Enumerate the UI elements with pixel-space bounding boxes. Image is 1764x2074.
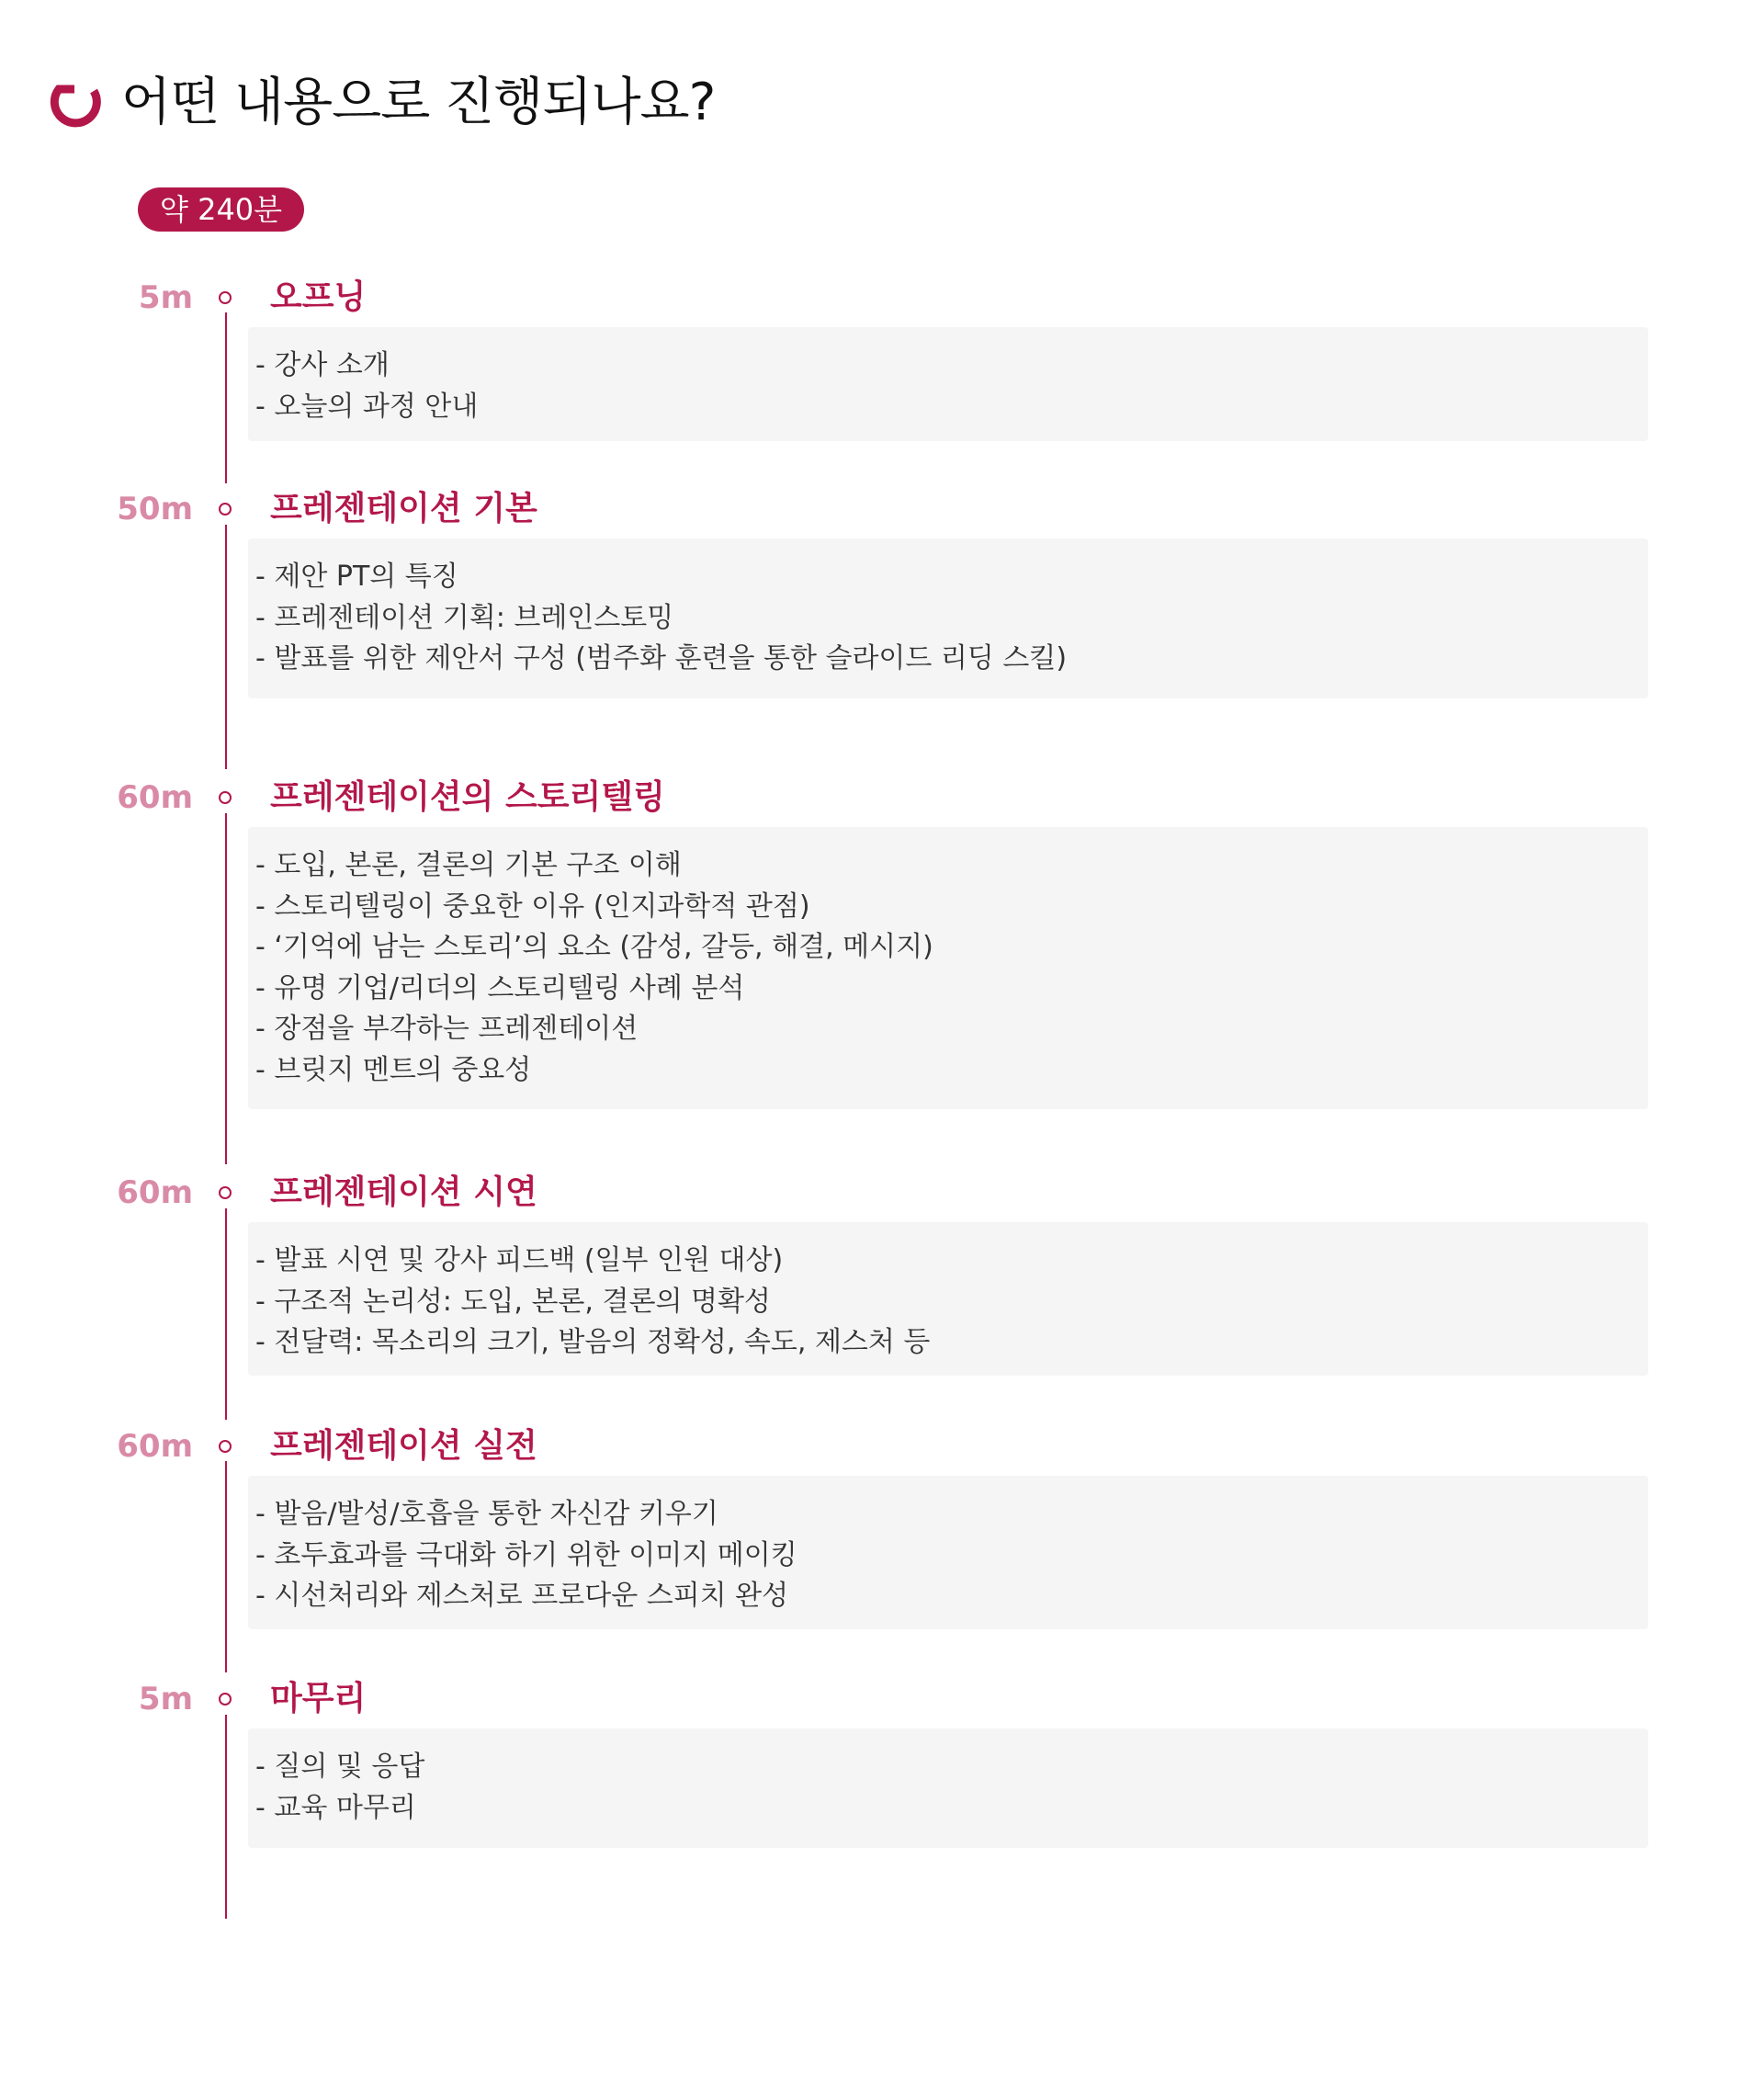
timeline-dot-icon <box>219 291 232 304</box>
list-item: - 스토리텔링이 중요한 이유 (인지과학적 관점) <box>255 890 810 923</box>
section-content-box <box>248 1728 1648 1848</box>
timeline-line <box>225 1461 227 1672</box>
list-item: - 브릿지 멘트의 중요성 <box>255 1053 532 1086</box>
timeline-dot-icon <box>219 1693 232 1706</box>
list-item: - 시선처리와 제스처로 프로다운 스피치 완성 <box>255 1580 789 1612</box>
list-item: - 전달력: 목소리의 크기, 발음의 정확성, 속도, 제스처 등 <box>255 1326 931 1358</box>
list-item: - 발음/발성/호흡을 통한 자신감 키우기 <box>255 1498 718 1530</box>
timeline-line <box>225 813 227 1164</box>
duration-badge: 약 240분 <box>138 187 304 232</box>
timeline-line <box>225 1208 227 1420</box>
section-duration: 60m <box>117 779 193 816</box>
section-title: 프레젠테이션 시연 <box>270 1173 537 1211</box>
section-title: 오프닝 <box>270 278 367 316</box>
list-item: - 질의 및 응답 <box>255 1751 425 1783</box>
timeline-dot-icon <box>219 503 232 516</box>
list-item: - 발표 시연 및 강사 피드백 (일부 인원 대상) <box>255 1244 784 1276</box>
list-item: - 장점을 부각하는 프레젠테이션 <box>255 1013 639 1045</box>
brand-ring-icon <box>48 76 101 130</box>
section-duration: 50m <box>117 491 193 527</box>
section-content-box <box>248 1476 1648 1629</box>
section-title: 프레젠테이션 실전 <box>270 1427 537 1465</box>
timeline-line <box>225 312 227 483</box>
list-item: - 교육 마무리 <box>255 1791 416 1824</box>
section-content-box <box>248 827 1648 1109</box>
section-title: 프레젠테이션 기본 <box>270 490 537 527</box>
list-item: - 발표를 위한 제안서 구성 (범주화 훈련을 통한 슬라이드 리딩 스킬) <box>255 642 1068 674</box>
timeline-dot-icon <box>219 1440 232 1453</box>
timeline-dot-icon <box>219 791 232 804</box>
timeline-line <box>225 525 227 769</box>
section-title: 프레젠테이션의 스토리텔링 <box>270 778 665 816</box>
section-duration: 60m <box>117 1174 193 1211</box>
list-item: - 제안 PT의 특징 <box>255 561 458 593</box>
list-item: - ‘기억에 남는 스토리’의 요소 (감성, 갈등, 해결, 메시지) <box>255 931 933 963</box>
page-header <box>48 66 715 140</box>
list-item: - 도입, 본론, 결론의 기본 구조 이해 <box>255 849 682 881</box>
section-duration: 60m <box>117 1428 193 1465</box>
list-item: - 초두효과를 극대화 하기 위한 이미지 메이킹 <box>255 1538 797 1571</box>
timeline-dot-icon <box>219 1186 232 1199</box>
section-title: 마무리 <box>270 1680 367 1717</box>
list-item: - 오늘의 과정 안내 <box>255 390 479 423</box>
section-duration: 5m <box>138 1681 193 1717</box>
section-content-box <box>248 538 1648 698</box>
section-content-box <box>248 1222 1648 1376</box>
section-duration: 5m <box>138 279 193 316</box>
list-item: - 유명 기업/리더의 스토리텔링 사례 분석 <box>255 971 745 1004</box>
list-item: - 구조적 논리성: 도입, 본론, 결론의 명확성 <box>255 1285 771 1318</box>
list-item: - 프레젠테이션 기획: 브레인스토밍 <box>255 601 674 634</box>
list-item: - 강사 소개 <box>255 349 390 381</box>
page-title: 어떤 내용으로 진행되나요? <box>121 73 716 132</box>
section-content-box <box>248 327 1648 441</box>
timeline-line <box>225 1715 227 1919</box>
